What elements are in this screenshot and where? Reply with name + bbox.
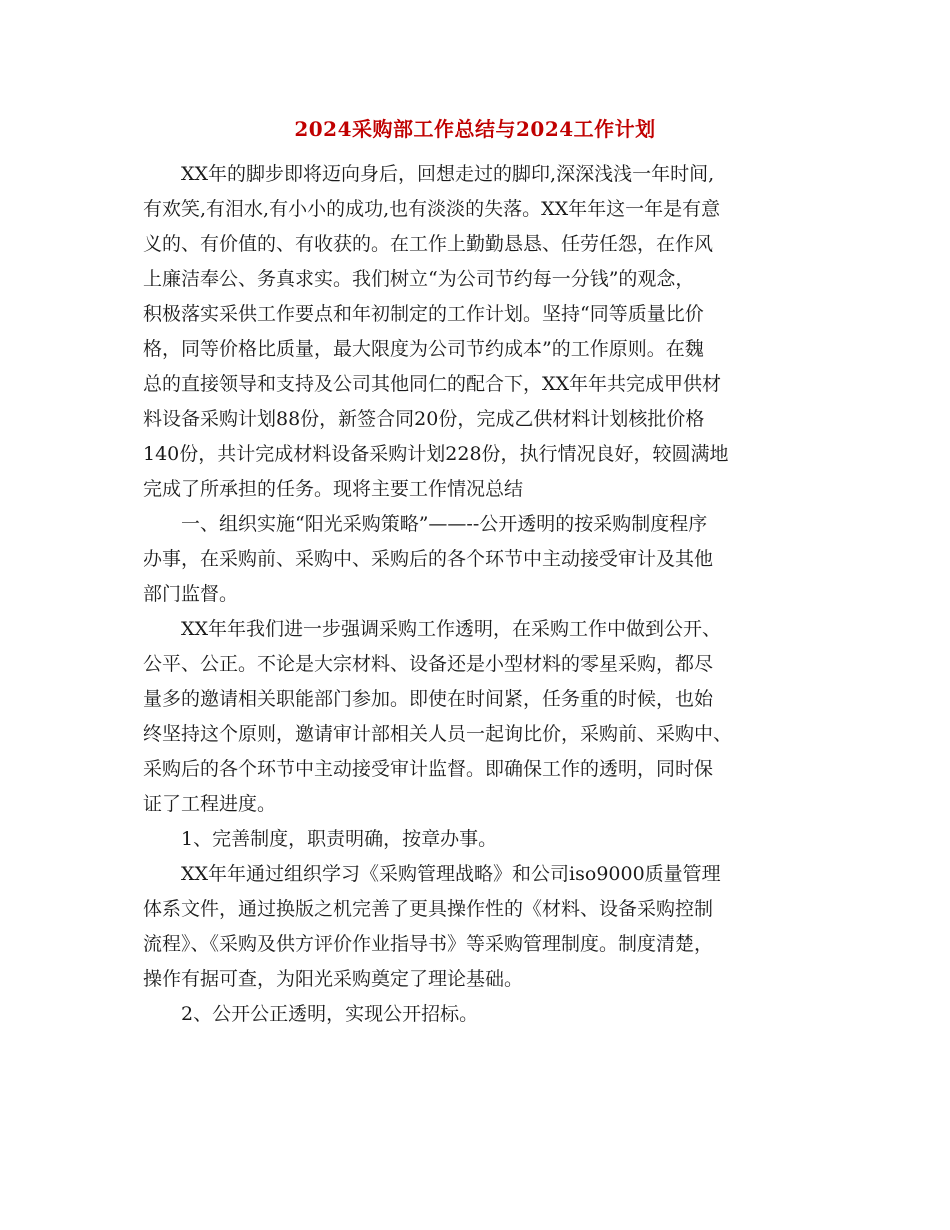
paragraph-line: 料设备采购计划88份，新签合同20份，完成乙供材料计划核批价格 bbox=[143, 408, 705, 430]
paragraph-line: 终坚持这个原则，邀请审计部相关人员一起询比价，采购前、采购中、 bbox=[143, 723, 733, 745]
paragraph-line: 一、组织实施“阳光采购策略”——--公开透明的按采购制度程序 bbox=[181, 513, 708, 535]
paragraph-line: 完成了所承担的任务。现将主要工作情况总结 bbox=[143, 478, 524, 500]
paragraph-2 bbox=[143, 507, 807, 612]
paragraph-4 bbox=[143, 822, 807, 857]
paragraph-line: 积极落实采供工作要点和年初制定的工作计划。坚持“同等质量比价 bbox=[143, 303, 704, 325]
paragraph-line: 证了工程进度。 bbox=[143, 793, 277, 815]
document-body bbox=[143, 157, 807, 1032]
paragraph-line: 2、公开公正透明，实现公开招标。 bbox=[181, 1003, 479, 1025]
paragraph-line: 义的、有价值的、有收获的。在工作上勤勤恳恳、任劳任怨，在作风 bbox=[143, 233, 714, 255]
paragraph-line: 办事，在采购前、采购中、采购后的各个环节中主动接受审计及其他 bbox=[143, 548, 714, 570]
paragraph-1 bbox=[143, 157, 807, 507]
paragraph-6 bbox=[143, 997, 807, 1032]
paragraph-line: 部门监督。 bbox=[143, 583, 239, 605]
paragraph-line: 采购后的各个环节中主动接受审计监督。即确保工作的透明，同时保 bbox=[143, 758, 714, 780]
paragraph-5 bbox=[143, 857, 807, 997]
paragraph-line: 体系文件，通过换版之机完善了更具操作性的《材料、设备采购控制 bbox=[143, 898, 714, 920]
paragraph-3 bbox=[143, 612, 807, 822]
paragraph-line: XX年的脚步即将迈向身后，回想走过的脚印,深深浅浅一年时间, bbox=[181, 163, 715, 185]
paragraph-line: 操作有据可查，为阳光采购奠定了理论基础。 bbox=[143, 968, 524, 990]
paragraph-line: 公平、公正。不论是大宗材料、设备还是小型材料的零星采购，都尽 bbox=[143, 653, 714, 675]
paragraph-line: 140份，共计完成材料设备采购计划228份，执行情况良好，较圆满地 bbox=[143, 443, 729, 465]
paragraph-line: 有欢笑,有泪水,有小小的成功,也有淡淡的失落。XX年年这一年是有意 bbox=[143, 198, 721, 220]
paragraph-line: 格，同等价格比质量，最大限度为公司节约成本”的工作原则。在魏 bbox=[143, 338, 704, 360]
paragraph-line: XX年年通过组织学习《采购管理战略》和公司iso9000质量管理 bbox=[181, 863, 721, 885]
paragraph-line: XX年年我们进一步强调采购工作透明，在采购工作中做到公开、 bbox=[181, 618, 722, 640]
paragraph-line: 流程》、《采购及供方评价作业指导书》等采购管理制度。制度清楚， bbox=[143, 933, 714, 955]
document-title: 2024采购部工作总结与2024工作计划 bbox=[294, 117, 656, 141]
paragraph-line: 量多的邀请相关职能部门参加。即使在时间紧，任务重的时候，也始 bbox=[143, 688, 714, 710]
paragraph-line: 1、完善制度，职责明确，按章办事。 bbox=[181, 828, 498, 850]
paragraph-line: 上廉洁奉公、务真求实。我们树立“为公司节约每一分钱”的观念， bbox=[143, 268, 695, 290]
paragraph-line: 总的直接领导和支持及公司其他同仁的配合下，XX年年共完成甲供材 bbox=[143, 373, 722, 395]
